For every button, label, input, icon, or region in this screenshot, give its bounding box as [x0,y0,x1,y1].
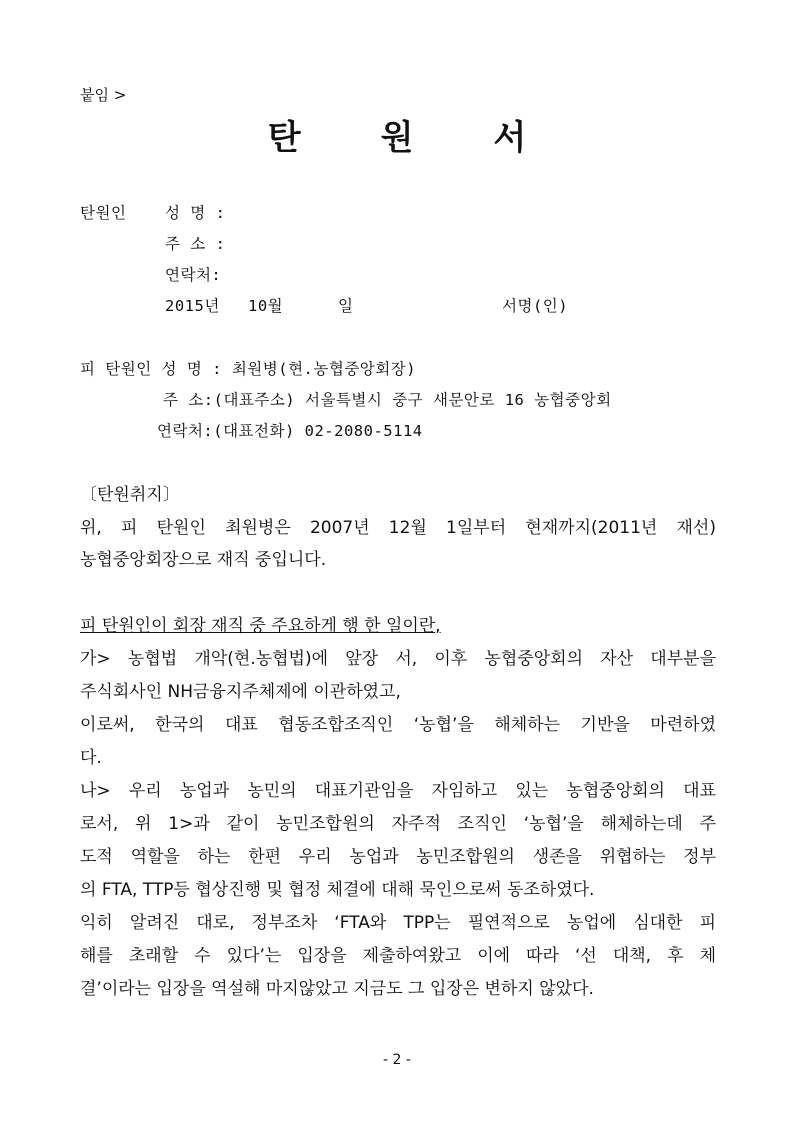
body-line: 해를 초래할 수 있다’는 입장을 제출하여왔고 이에 따라 ‘선 대책, 후 체 [80,946,716,966]
respondent-address-line: 주 소:(대표주소) 서울특별시 중구 새문안로 16 농협중앙회 [163,391,612,409]
petitioner-label: 탄원인 [80,204,127,222]
body-line: 위, 피 탄원인 최원병은 2007년 12월 1일부터 현재까지(2011년 재선) [80,518,716,538]
body-line: 익히 알려진 대로, 정부조차 ‘FTA와 TPP는 필연적으로 농업에 심대한 피 [80,913,716,933]
title-char-2: 원 [380,118,414,158]
date-year: 2015년 [165,297,220,315]
body-line: 도적 역할을 하는 한편 우리 농업과 농민조합원의 생존을 위협하는 정부 [80,847,716,867]
body-line: 농협중앙회장으로 재직 중입니다. [80,550,327,570]
page-number: - 2 - [383,1052,411,1068]
body-line-underlined: 피 탄원인이 회장 재직 중 주요하게 행 한 일이란, [80,616,441,636]
title-char-1: 탄 [267,118,301,158]
petitioner-address-label: 주 소 : [165,235,226,253]
title-char-3: 서 [493,118,527,158]
body-line: 가> 농협법 개악(현.농협법)에 앞장 서, 이후 농협중앙회의 자산 대부분을 [80,649,716,669]
body-line: 로서, 위 1>과 같이 농민조합원의 자주적 조직인 ‘농협’을 해체하는데 주 [80,814,716,834]
body-line: 이로써, 한국의 대표 협동조합조직인 ‘농협’을 해체하는 기반을 마련하였 [80,715,716,735]
petitioner-contact-label: 연락처: [165,266,222,284]
respondent-contact-line: 연락처:(대표전화) 02-2080-5114 [157,422,423,440]
section-heading: 〔탄원취지〕 [80,485,180,505]
body-line: 다. [80,748,102,768]
signature-label: 서명(인) [502,297,569,315]
body-line: 의 FTA, TTP등 협상진행 및 협정 체결에 대해 묵인으로써 동조하였다. [80,880,595,900]
attachment-label: 붙임 > [80,86,127,104]
respondent-name-line: 피 탄원인 성 명 : 최원병(현.농협중앙회장) [80,360,417,378]
body-line: 결’이라는 입장을 역설해 마지않았고 지금도 그 입장은 변하지 않았다. [80,979,594,999]
date-month: 10월 [248,297,284,315]
body-line: 나> 우리 농업과 농민의 대표기관임을 자임하고 있는 농협중앙회의 대표 [80,781,716,801]
document-title [0,110,794,159]
petitioner-name-label: 성 명 : [165,204,226,222]
date-day: 일 [338,297,354,315]
body-line: 주식회사인 NH금융지주체제에 이관하였고, [80,682,401,702]
